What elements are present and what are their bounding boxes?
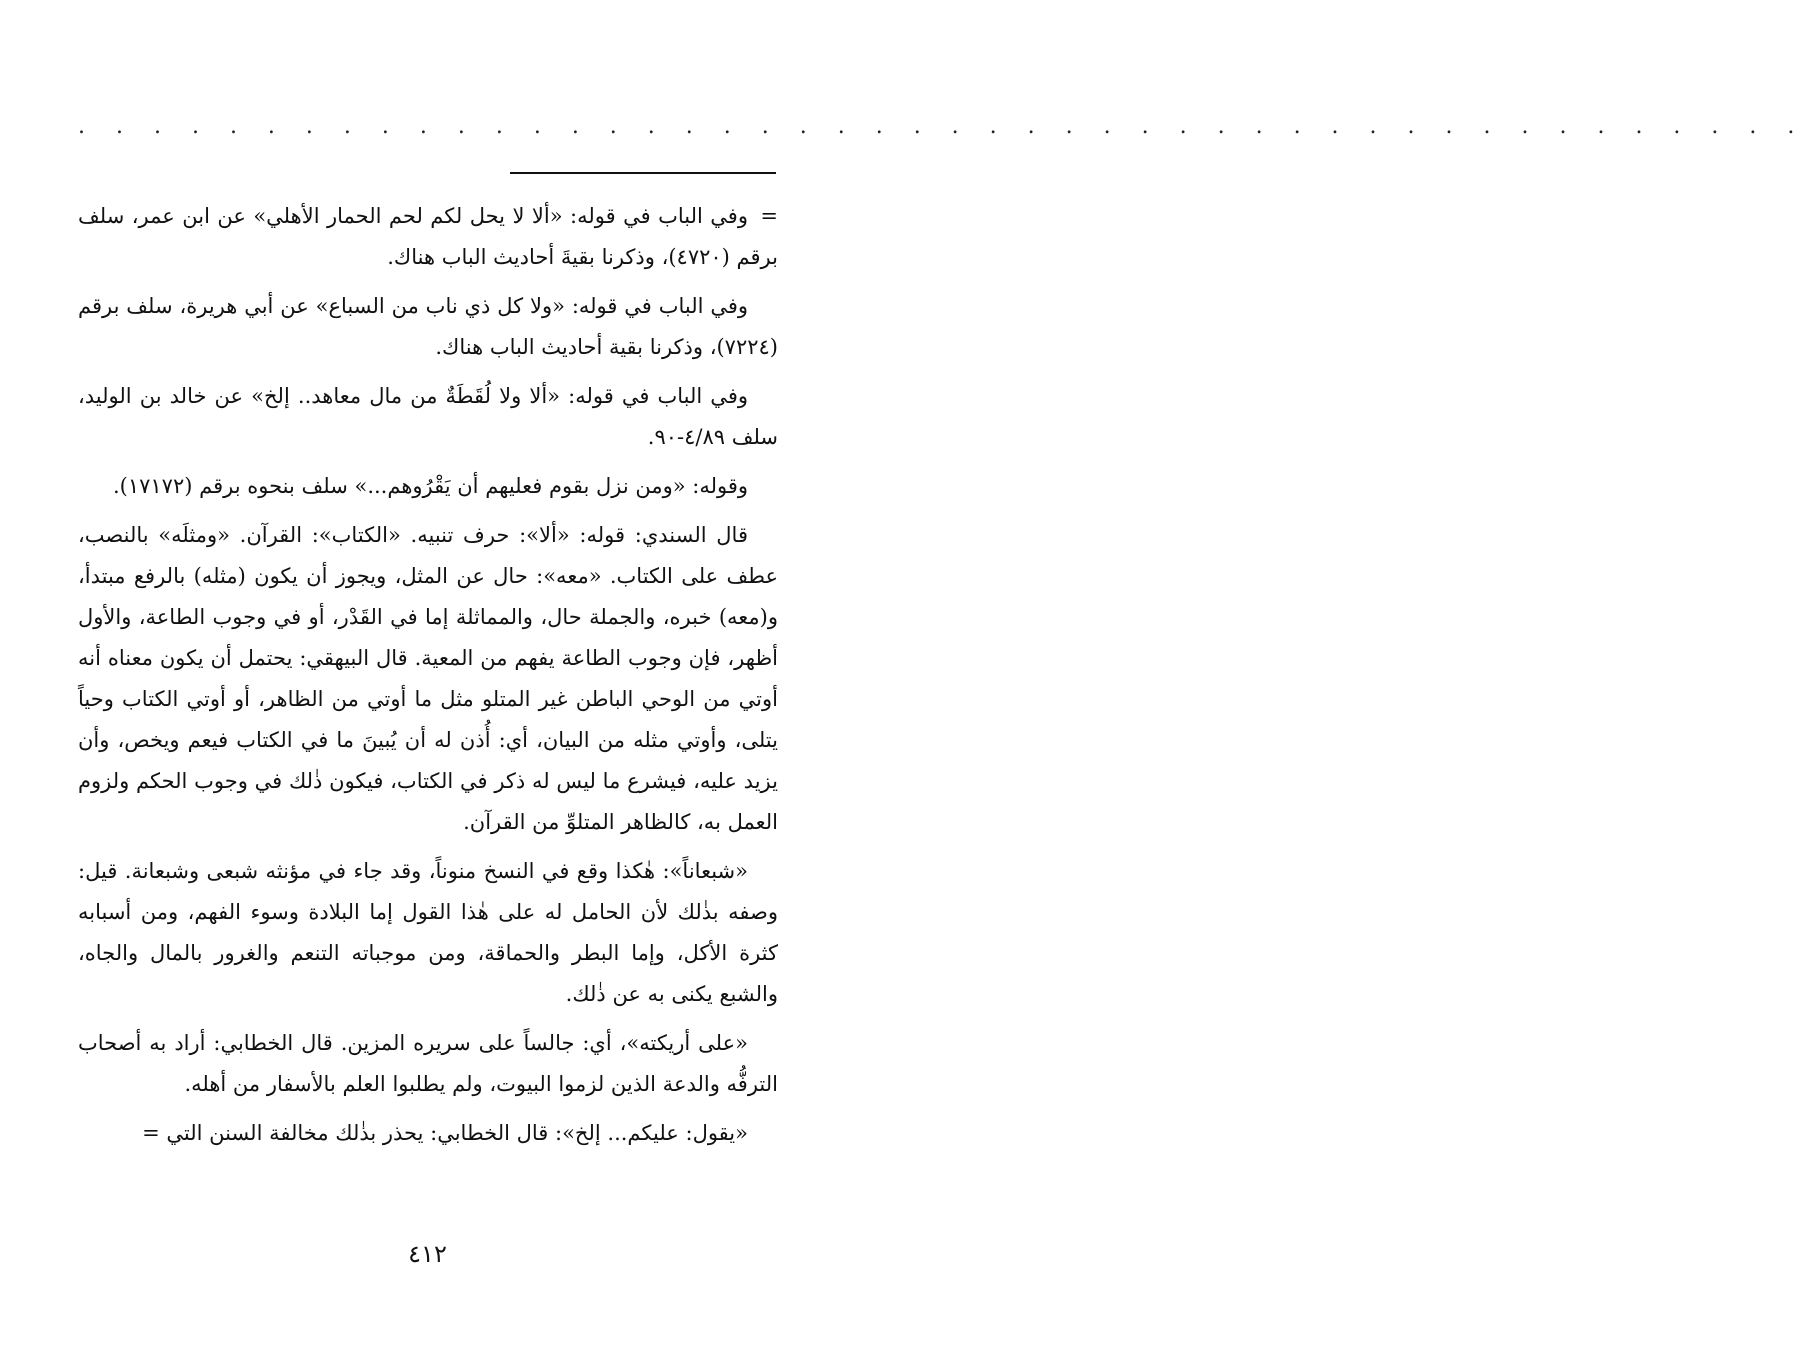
page-number: ٤١٢ [408, 1240, 447, 1268]
footnote-rule [510, 172, 776, 174]
paragraph-1-text: وفي الباب في قوله: «ألا لا يحل لكم لحم الحمار الأهلي» عن ابن عمر، سلف برقم (٤٧٢٠)، وذكرنا بقيةَ أحاديث الباب هناك. [78, 204, 778, 269]
paragraph-8: «يقول: عليكم... إلخ»: قال الخطابي: يحذر بذٰلك مخالفة السنن التي = [142, 1121, 748, 1145]
paragraph-4: وقوله: «ومن نزل بقوم فعليهم أن يَقْرُوهم...» سلف بنحوه برقم (١٧١٧٢). [112, 474, 748, 498]
footnote-text [78, 196, 778, 1162]
continuation-mark: = [760, 204, 778, 228]
paragraph-5: قال السندي: قوله: «ألا»: حرف تنبيه. «الكتاب»: القرآن. «ومثلَه» بالنصب، عطف على الكتاب. «معه»: حال عن المثل، ويجوز أن يكون (مثله) بالرفع مبتدأ، و(معه) خبره، والجملة حال، والمماثلة إما في القَدْر، أو في وجوب الطاعة، والأول أظهر، فإن وجوب الطاعة يفهم من المعية. قال البيهقي: يحتمل أن يكون معناه أنه أوتي من الوحي الباطن غير المتلو مثل ما أوتي من الظاهر، أو أوتي الكتاب وحياً يتلى، وأوتي مثله من البيان، أي: أُذن له أن يُبينَ ما في الكتاب فيعم ويخص، وأن يزيد عليه، فيشرع ما ليس له ذكر في الكتاب، فيكون ذٰلك في وجوب الحكم ولزوم العمل به، كالظاهر المتلوِّ من القرآن. [78, 523, 778, 834]
paragraph-7: «على أريكته»، أي: جالساً على سريره المزين. قال الخطابي: أراد به أصحاب الترفُّه والدعة الذين لزموا البيوت، ولم يطلبوا العلم بالأسفار من أهله. [78, 1031, 778, 1096]
paragraph-6: «شبعاناً»: هٰكذا وقع في النسخ منوناً، وقد جاء في مؤنثه شبعى وشبعانة. قيل: وصفه بذٰلك لأن الحامل له على هٰذا القول إما البلادة وسوء الفهم، ومن أسبابه كثرة الأكل، وإما البطر والحماقة، ومن موجباته التنعم والغرور بالمال والجاه، والشبع يكنى به عن ذٰلك. [78, 859, 778, 1006]
paragraph-2: وفي الباب في قوله: «ولا كل ذي ناب من السباع» عن أبي هريرة، سلف برقم (٧٢٢٤)، وذكرنا بقية أحاديث الباب هناك. [78, 294, 778, 359]
paragraph-1 [78, 196, 778, 278]
paragraph-3: وفي الباب في قوله: «ألا ولا لُقَطَةٌ من مال معاهد.. إلخ» عن خالد بن الوليد، سلف ٤/٨٩-٩٠. [78, 384, 778, 449]
separator-dots: . . . . . . . . . . . . . . . . . . . . . . . . . . . . . . . . . . . . . . . . . . . . . . [78, 114, 1806, 139]
